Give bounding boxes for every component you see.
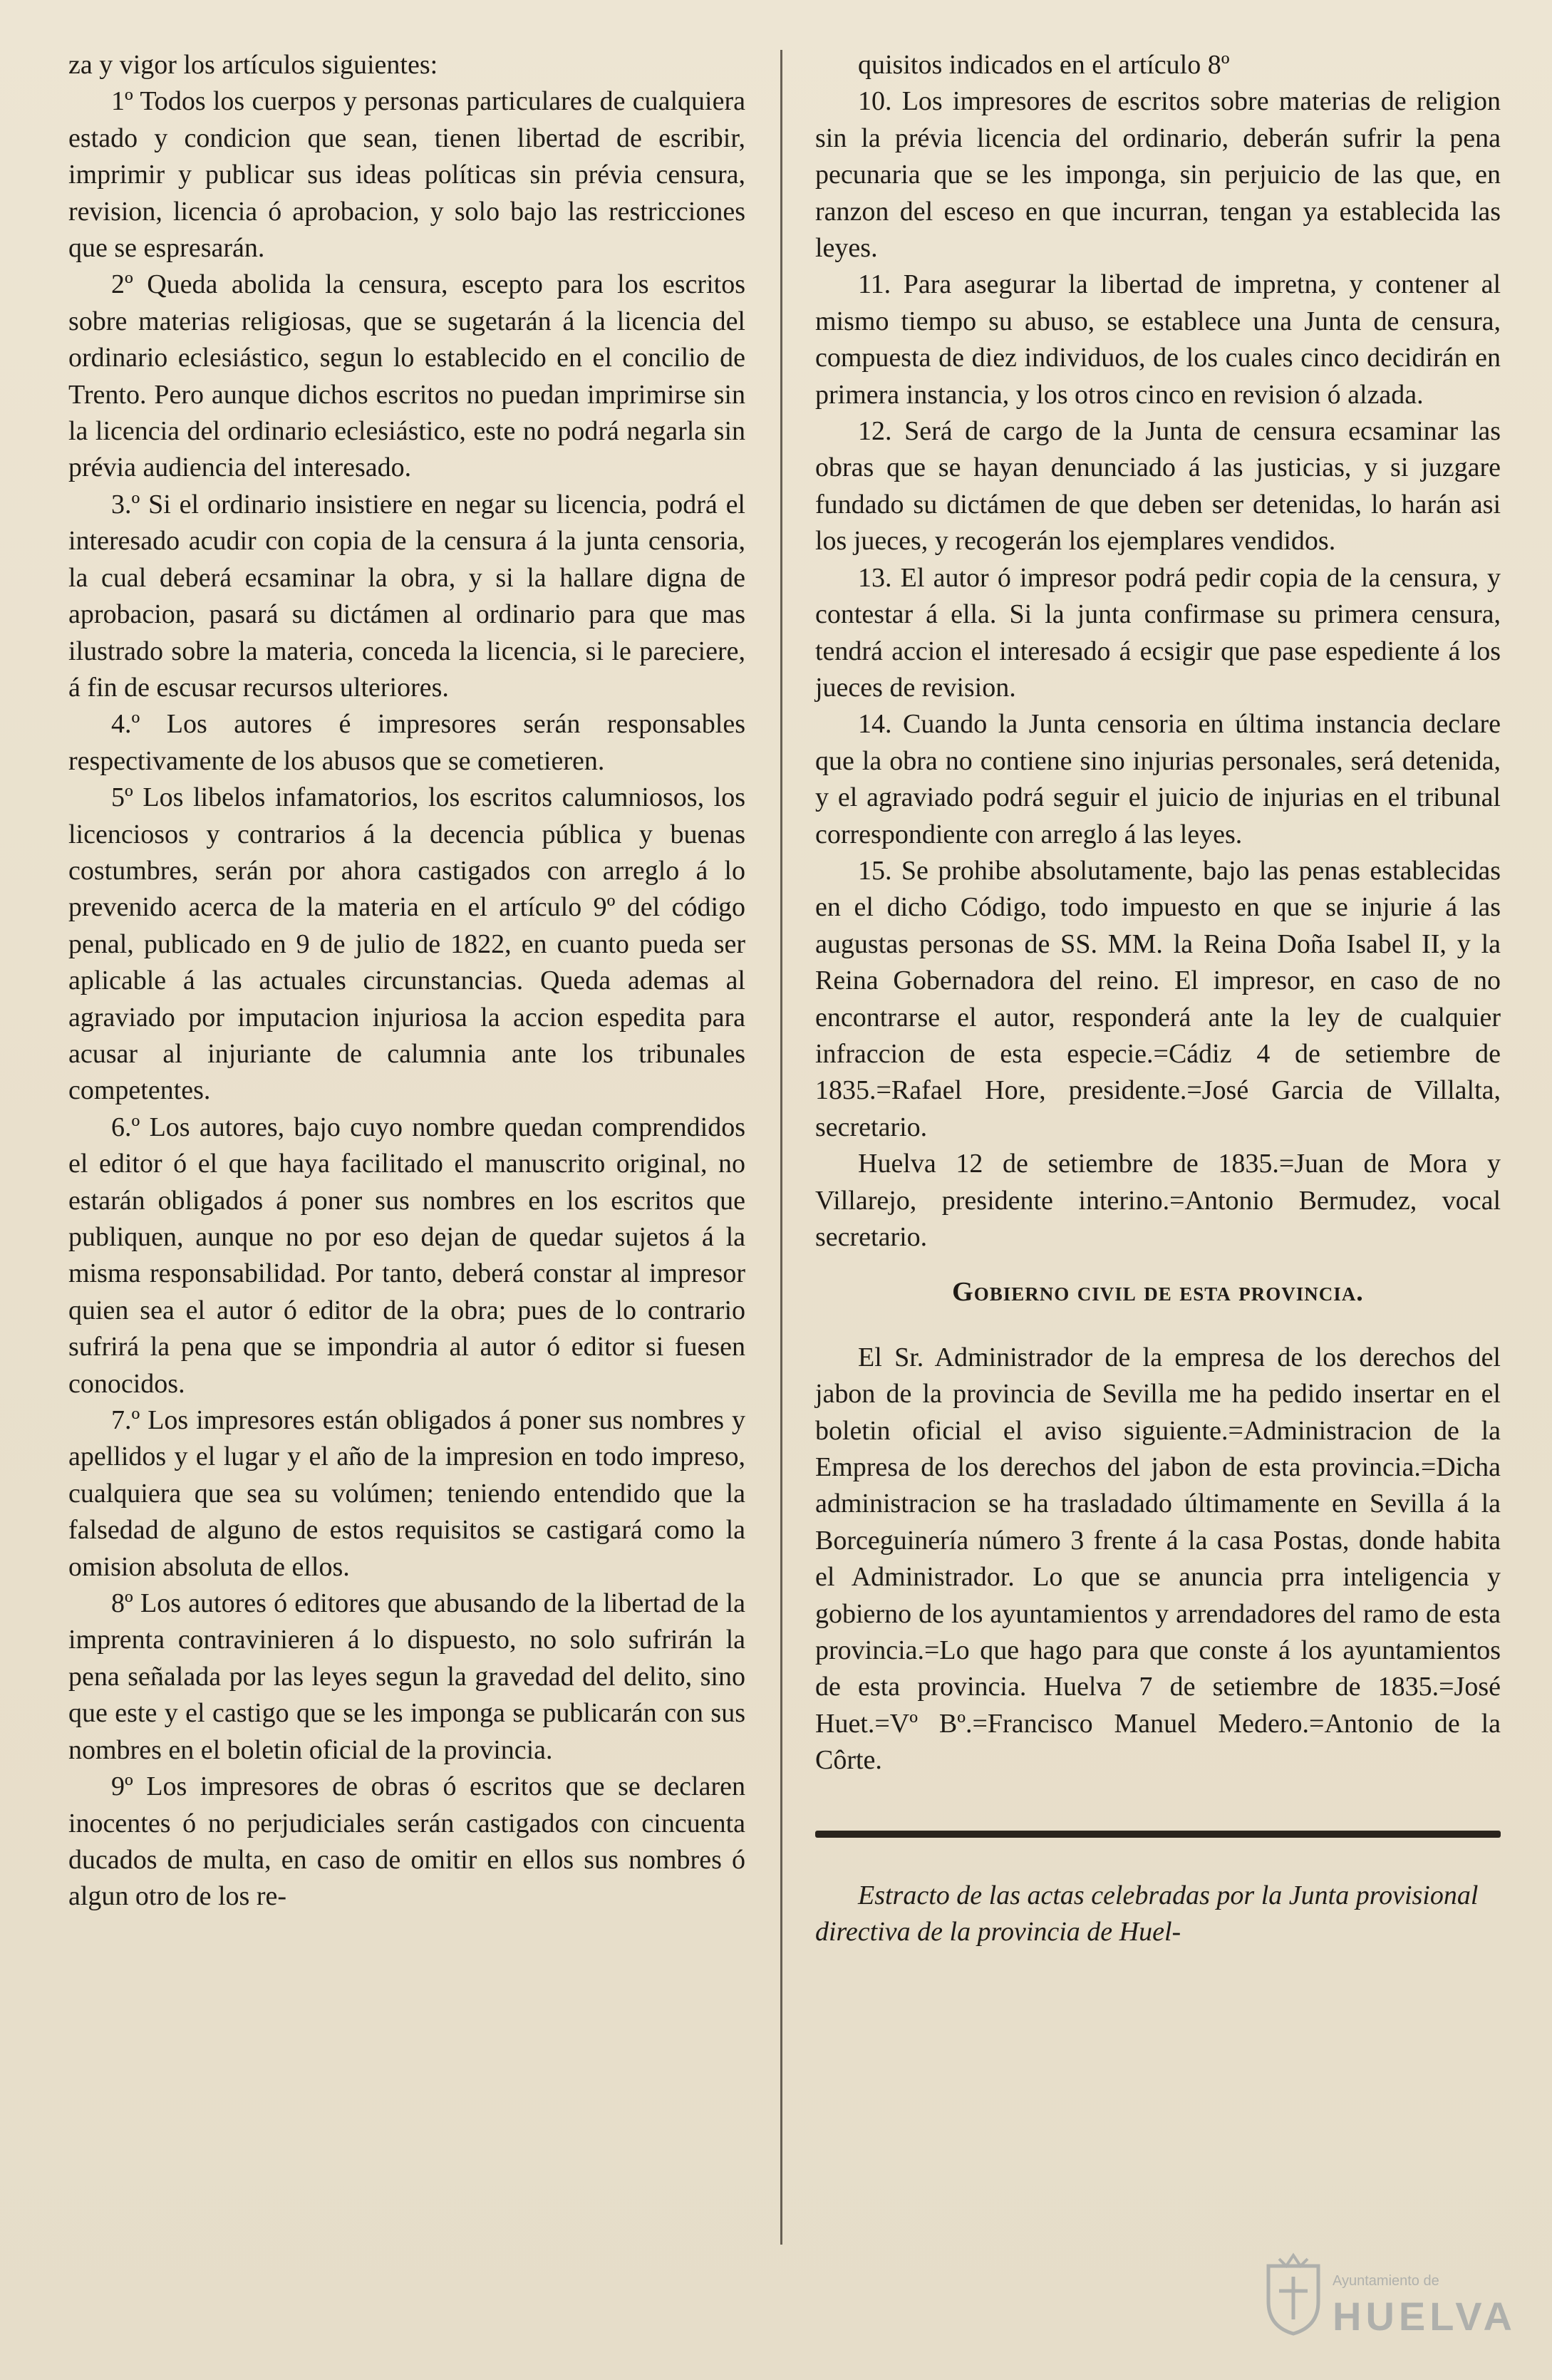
article-1: 1º Todos los cuerpos y personas particulares de cualquiera estado y condicion que sean, tienen libertad de escribir, imprimir y publicar sus ideas políticas sin prévia censura, revision, licencia ó aprobacion, y solo bajo las restricciones que se espresarán.	[68, 86, 745, 264]
article-6: 6.º Los autores, bajo cuyo nombre quedan comprendidos el editor ó el que haya facilitado el manuscrito original, no estarán obligados á poner sus nombres en los escritos que publiquen, aunque no por eso dejan de quedar sujetos á la misma responsabilidad. Por tanto, deberá constar al impresor quien sea el autor ó editor de la obra; pues de lo contrario sufrirá la pena que se impondria al autor ó editor si fuesen conocidos.	[68, 1112, 745, 1399]
article-5: 5º Los libelos infamatorios, los escritos calumniosos, los licenciosos y contrarios á la decencia pública y buenas costumbres, serán por ahora castigados con arreglo á lo prevenido acerca de la materia en el artículo 9º del código penal, publicado en 9 de julio de 1822, en cuanto pueda ser aplicable á las actuales circunstancias. Queda ademas al agraviado por imputacion injuriosa la accion espedita para acusar al injuriante de calumnia ante los tribunales competentes.	[68, 782, 745, 1106]
watermark-name: HUELVA	[1333, 2294, 1516, 2339]
section-rule	[815, 1831, 1501, 1838]
article-4: 4.º Los autores é impresores serán responsables respectivamente de los abusos que se cometieren.	[68, 709, 745, 776]
continuation-line: quisitos indicados en el artículo 8º	[858, 50, 1230, 80]
article-8: 8º Los autores ó editores que abusando de la libertad de la imprenta contravinieren á lo dispuesto, no solo sufrirán la pena señalada por las leyes segun la gravedad del delito, sino que este y el castigo que se les imponga se publicarán con sus nombres en el boletin oficial de la provincia.	[68, 1588, 745, 1765]
right-column	[815, 47, 1501, 1951]
article-14: 14. Cuando la Junta censoria en última instancia declare que la obra no contiene sino injurias personales, será detenida, y el agraviado podrá seguir el juicio de injurias en el tribunal correspondiente con arreglo á las leyes.	[815, 709, 1501, 849]
left-column	[68, 47, 745, 1915]
notice-paragraph: El Sr. Administrador de la empresa de los derechos del jabon de la provincia de Sevilla me ha pedido insertar en el boletin oficial el aviso siguiente.=Administracion de la Empresa de los derechos del jabon de esta provincia.=Dicha administracion se ha trasladado últimamente en Sevilla á la Borceguinería número 3 frente á la casa Postas, donde habita el Administrador. Lo que se anuncia prra inteligencia y gobierno de los ayuntamientos y arrendadores del ramo de esta provincia.=Lo que hago para que conste á los ayuntamientos de esta provincia. Huelva 7 de setiembre de 1835.=José Huet.=Vº Bº.=Francisco Manuel Medero.=Antonio de la Côrte.	[815, 1342, 1501, 1776]
article-7: 7.º Los impresores están obligados á poner sus nombres y apellidos y el lugar y el año de la impresion en todo impreso, cualquiera que sea su volúmen; teniendo entendido que la falsedad de alguno de estos requisitos se castigará como la omision absoluta de ellos.	[68, 1405, 745, 1582]
article-3: 3.º Si el ordinario insistiere en negar su licencia, podrá el interesado acudir con copia de la censura á la junta censoria, la cual deberá ecsaminar la obra, y si la hallare digna de aprobacion, pasará su dictámen al ordinario para que mas ilustrado sobre la materia, conceda la licencia, si le pareciere, á fin de escusar recursos ulteriores.	[68, 489, 745, 703]
continuation-line: za y vigor los artículos siguientes:	[68, 50, 438, 80]
article-15: 15. Se prohibe absolutamente, bajo las penas establecidas en el dicho Código, todo impuesto en que se injurie á las augustas personas de SS. MM. la Reina Doña Isabel II, y la Reina Gobernadora del reino. El impresor, en caso de no encontrarse el autor, responderá ante la ley de cualquier infraccion de esta especie.=Cádiz 4 de setiembre de 1835.=Rafael Hore, presidente.=José Garcia de Villalta, secretario.	[815, 855, 1501, 1142]
section-heading: Gobierno civil de esta provincia.	[952, 1277, 1364, 1308]
article-2: 2º Queda abolida la censura, escepto para los escritos sobre materias religiosas, que se sugetarán á la licencia del ordinario eclesiástico, segun lo establecido en el concilio de Trento. Pero aunque dichos escritos no puedan imprimirse sin la licencia del ordinario eclesiástico, este no podrá negarla sin prévia audiencia del interesado.	[68, 269, 745, 483]
article-10: 10. Los impresores de escritos sobre materias de religion sin la prévia licencia del ordinario, deberán sufrir la pena pecunaria que se les imponga, sin perjuicio de las que, en ranzon del esceso en que incurran, tengan ya establecida las leyes.	[815, 86, 1501, 264]
watermark-seal	[1261, 2245, 1532, 2366]
column-divider	[780, 50, 782, 2245]
extracto-heading: Estracto de las actas celebradas por la Junta provisional directiva de la provincia de Huel-	[815, 1880, 1479, 1947]
signature-block: Huelva 12 de setiembre de 1835.=Juan de Mora y Villarejo, presidente interino.=Antonio Bermudez, vocal secretario.	[815, 1149, 1501, 1252]
watermark-subtitle: Ayuntamiento de	[1333, 2273, 1439, 2289]
article-12: 12. Será de cargo de la Junta de censura ecsaminar las obras que se hayan denunciado á las justicias, y si juzgare fundado su dictámen de que deben ser detenidas, lo harán asi los jueces, y recogerán los ejemplares vendidos.	[815, 416, 1501, 557]
article-11: 11. Para asegurar la libertad de impretna, y contener al mismo tiempo su abuso, se establece una Junta de censura, compuesta de diez individuos, de los cuales cinco decidirán en primera instancia, y los otros cinco en revision ó alzada.	[815, 269, 1501, 410]
article-9: 9º Los impresores de obras ó escritos que se declaren inocentes ó no perjudiciales serán castigados con cincuenta ducados de multa, en caso de omitir en ellos sus nombres ó algun otro de los re-	[68, 1771, 745, 1912]
article-13: 13. El autor ó impresor podrá pedir copia de la censura, y contestar á ella. Si la junta confirmase su primera censura, tendrá accion el interesado á ecsigir que pase espediente á los jueces de revision.	[815, 562, 1501, 703]
coat-of-arms-icon	[1261, 2252, 1325, 2337]
